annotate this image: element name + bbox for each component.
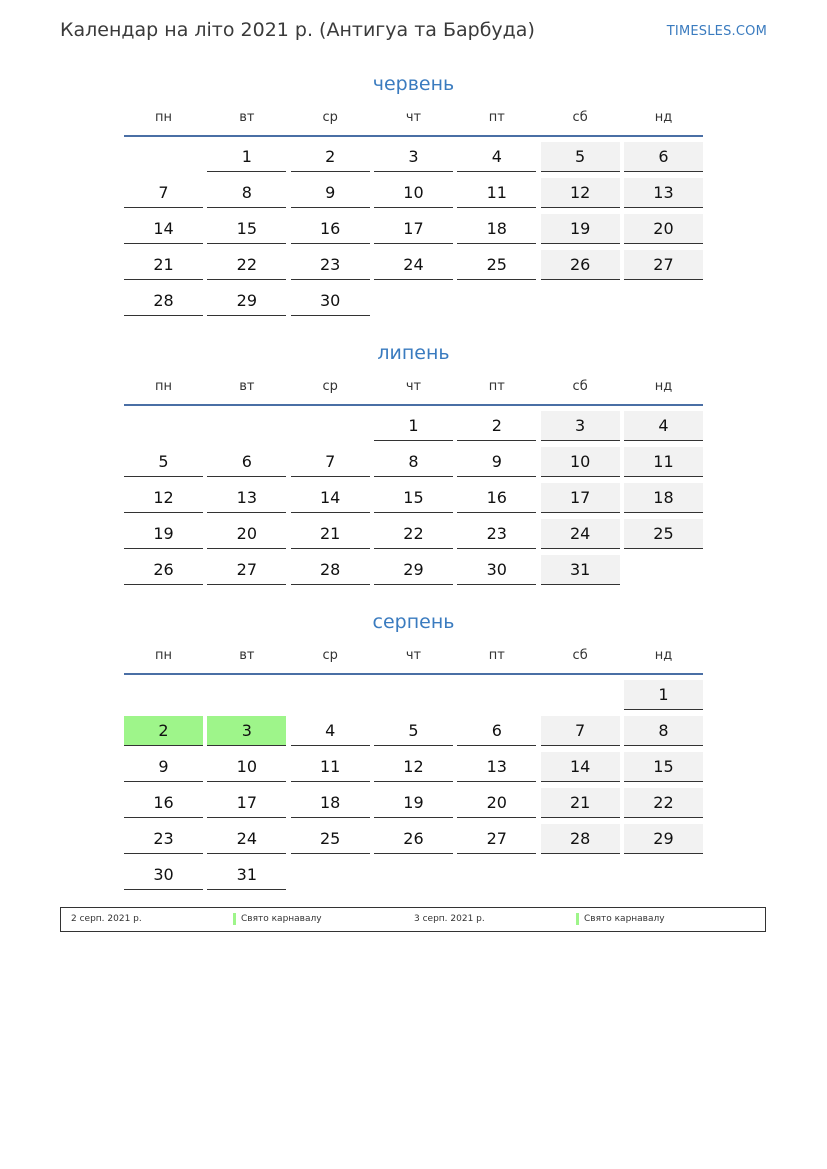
holiday-color-marker (233, 913, 236, 925)
empty-day-cell (457, 860, 536, 890)
day-cell: 24 (374, 250, 453, 280)
month-title: липень (377, 342, 450, 364)
day-cell: 20 (457, 788, 536, 818)
day-cell: 14 (291, 483, 370, 513)
holiday-legend (60, 907, 766, 932)
page-title: Календар на літо 2021 р. (Антигуа та Барбуда) (60, 19, 535, 41)
day-cell: 26 (124, 555, 203, 585)
day-cell: 19 (541, 214, 620, 244)
weekday-label: пн (155, 379, 172, 394)
day-cell: 22 (624, 788, 703, 818)
day-cell: 30 (291, 286, 370, 316)
empty-day-cell (291, 411, 370, 441)
holiday-day-cell: 2 (124, 716, 203, 746)
day-cell: 16 (291, 214, 370, 244)
day-cell: 11 (457, 178, 536, 208)
day-cell: 6 (207, 447, 286, 477)
day-cell: 13 (624, 178, 703, 208)
day-cell: 14 (541, 752, 620, 782)
day-cell: 10 (207, 752, 286, 782)
day-cell: 17 (207, 788, 286, 818)
day-cell: 27 (207, 555, 286, 585)
day-cell: 23 (457, 519, 536, 549)
weekday-label: пт (488, 379, 505, 394)
weekday-header (124, 377, 703, 401)
weekday-label: сб (572, 379, 588, 394)
day-cell: 1 (374, 411, 453, 441)
day-cell: 22 (374, 519, 453, 549)
empty-day-cell (457, 680, 536, 710)
legend-date: 3 серп. 2021 р. (414, 914, 485, 924)
weekday-header (124, 646, 703, 670)
day-cell: 20 (624, 214, 703, 244)
month-calendar (124, 608, 703, 890)
day-cell: 5 (374, 716, 453, 746)
weekday-label: нд (654, 110, 673, 125)
day-cell: 8 (207, 178, 286, 208)
day-cell: 19 (374, 788, 453, 818)
empty-day-cell (374, 286, 453, 316)
day-grid (124, 680, 703, 890)
weekday-label: пн (155, 648, 172, 663)
empty-day-cell (624, 286, 703, 316)
day-cell: 21 (124, 250, 203, 280)
day-cell: 15 (374, 483, 453, 513)
day-cell: 14 (124, 214, 203, 244)
weekday-label: ср (322, 379, 338, 394)
day-grid (124, 142, 703, 316)
day-cell: 24 (541, 519, 620, 549)
day-cell: 11 (291, 752, 370, 782)
day-cell: 12 (124, 483, 203, 513)
day-cell: 9 (291, 178, 370, 208)
day-cell: 26 (374, 824, 453, 854)
weekday-label: ср (322, 110, 338, 125)
weekday-label: вт (239, 648, 255, 663)
day-cell: 31 (207, 860, 286, 890)
day-cell: 7 (541, 716, 620, 746)
empty-day-cell (541, 286, 620, 316)
day-cell: 27 (624, 250, 703, 280)
day-cell: 17 (374, 214, 453, 244)
header-rule (124, 673, 703, 675)
day-cell: 29 (207, 286, 286, 316)
day-grid (124, 411, 703, 585)
day-cell: 3 (541, 411, 620, 441)
day-cell: 23 (124, 824, 203, 854)
day-cell: 31 (541, 555, 620, 585)
day-cell: 4 (624, 411, 703, 441)
day-cell: 29 (374, 555, 453, 585)
weekday-label: пт (488, 110, 505, 125)
month-title: серпень (372, 611, 455, 633)
day-cell: 18 (457, 214, 536, 244)
day-cell: 15 (624, 752, 703, 782)
empty-day-cell (374, 680, 453, 710)
day-cell: 2 (291, 142, 370, 172)
day-cell: 6 (457, 716, 536, 746)
day-cell: 11 (624, 447, 703, 477)
weekday-label: вт (239, 379, 255, 394)
day-cell: 8 (624, 716, 703, 746)
empty-day-cell (207, 680, 286, 710)
day-cell: 28 (291, 555, 370, 585)
empty-day-cell (291, 680, 370, 710)
day-cell: 25 (624, 519, 703, 549)
weekday-label: пн (155, 110, 172, 125)
legend-date: 2 серп. 2021 р. (71, 914, 142, 924)
day-cell: 7 (124, 178, 203, 208)
day-cell: 1 (207, 142, 286, 172)
empty-day-cell (291, 860, 370, 890)
site-link[interactable]: TIMESLES.COM (666, 24, 767, 39)
empty-day-cell (124, 411, 203, 441)
day-cell: 5 (541, 142, 620, 172)
day-cell: 13 (457, 752, 536, 782)
day-cell: 3 (374, 142, 453, 172)
empty-day-cell (624, 555, 703, 585)
day-cell: 13 (207, 483, 286, 513)
day-cell: 18 (291, 788, 370, 818)
day-cell: 9 (457, 447, 536, 477)
day-cell: 16 (124, 788, 203, 818)
day-cell: 7 (291, 447, 370, 477)
day-cell: 19 (124, 519, 203, 549)
weekday-label: нд (654, 379, 673, 394)
legend-holiday-name: Свято карнавалу (241, 914, 322, 924)
weekday-label: чт (405, 648, 422, 663)
day-cell: 8 (374, 447, 453, 477)
day-cell: 12 (541, 178, 620, 208)
empty-day-cell (207, 411, 286, 441)
empty-day-cell (124, 680, 203, 710)
month-title: червень (372, 73, 455, 95)
holiday-color-marker (576, 913, 579, 925)
day-cell: 21 (291, 519, 370, 549)
legend-holiday-name: Свято карнавалу (584, 914, 665, 924)
day-cell: 12 (374, 752, 453, 782)
day-cell: 10 (374, 178, 453, 208)
header-rule (124, 135, 703, 137)
day-cell: 26 (541, 250, 620, 280)
day-cell: 2 (457, 411, 536, 441)
header-rule (124, 404, 703, 406)
weekday-label: вт (239, 110, 255, 125)
empty-day-cell (541, 860, 620, 890)
empty-day-cell (374, 860, 453, 890)
weekday-label: ср (322, 648, 338, 663)
month-calendar (124, 70, 703, 316)
day-cell: 18 (624, 483, 703, 513)
day-cell: 29 (624, 824, 703, 854)
day-cell: 17 (541, 483, 620, 513)
day-cell: 24 (207, 824, 286, 854)
day-cell: 4 (291, 716, 370, 746)
day-cell: 9 (124, 752, 203, 782)
day-cell: 30 (457, 555, 536, 585)
empty-day-cell (624, 860, 703, 890)
day-cell: 20 (207, 519, 286, 549)
holiday-day-cell: 3 (207, 716, 286, 746)
empty-day-cell (457, 286, 536, 316)
weekday-label: сб (572, 110, 588, 125)
weekday-label: чт (405, 110, 422, 125)
day-cell: 1 (624, 680, 703, 710)
weekday-label: пт (488, 648, 505, 663)
day-cell: 30 (124, 860, 203, 890)
day-cell: 4 (457, 142, 536, 172)
day-cell: 15 (207, 214, 286, 244)
day-cell: 22 (207, 250, 286, 280)
day-cell: 28 (541, 824, 620, 854)
weekday-header (124, 108, 703, 132)
day-cell: 16 (457, 483, 536, 513)
empty-day-cell (541, 680, 620, 710)
day-cell: 21 (541, 788, 620, 818)
empty-day-cell (124, 142, 203, 172)
weekday-label: нд (654, 648, 673, 663)
day-cell: 25 (291, 824, 370, 854)
day-cell: 5 (124, 447, 203, 477)
day-cell: 28 (124, 286, 203, 316)
day-cell: 6 (624, 142, 703, 172)
day-cell: 10 (541, 447, 620, 477)
day-cell: 27 (457, 824, 536, 854)
month-calendar (124, 339, 703, 585)
day-cell: 25 (457, 250, 536, 280)
weekday-label: сб (572, 648, 588, 663)
weekday-label: чт (405, 379, 422, 394)
day-cell: 23 (291, 250, 370, 280)
